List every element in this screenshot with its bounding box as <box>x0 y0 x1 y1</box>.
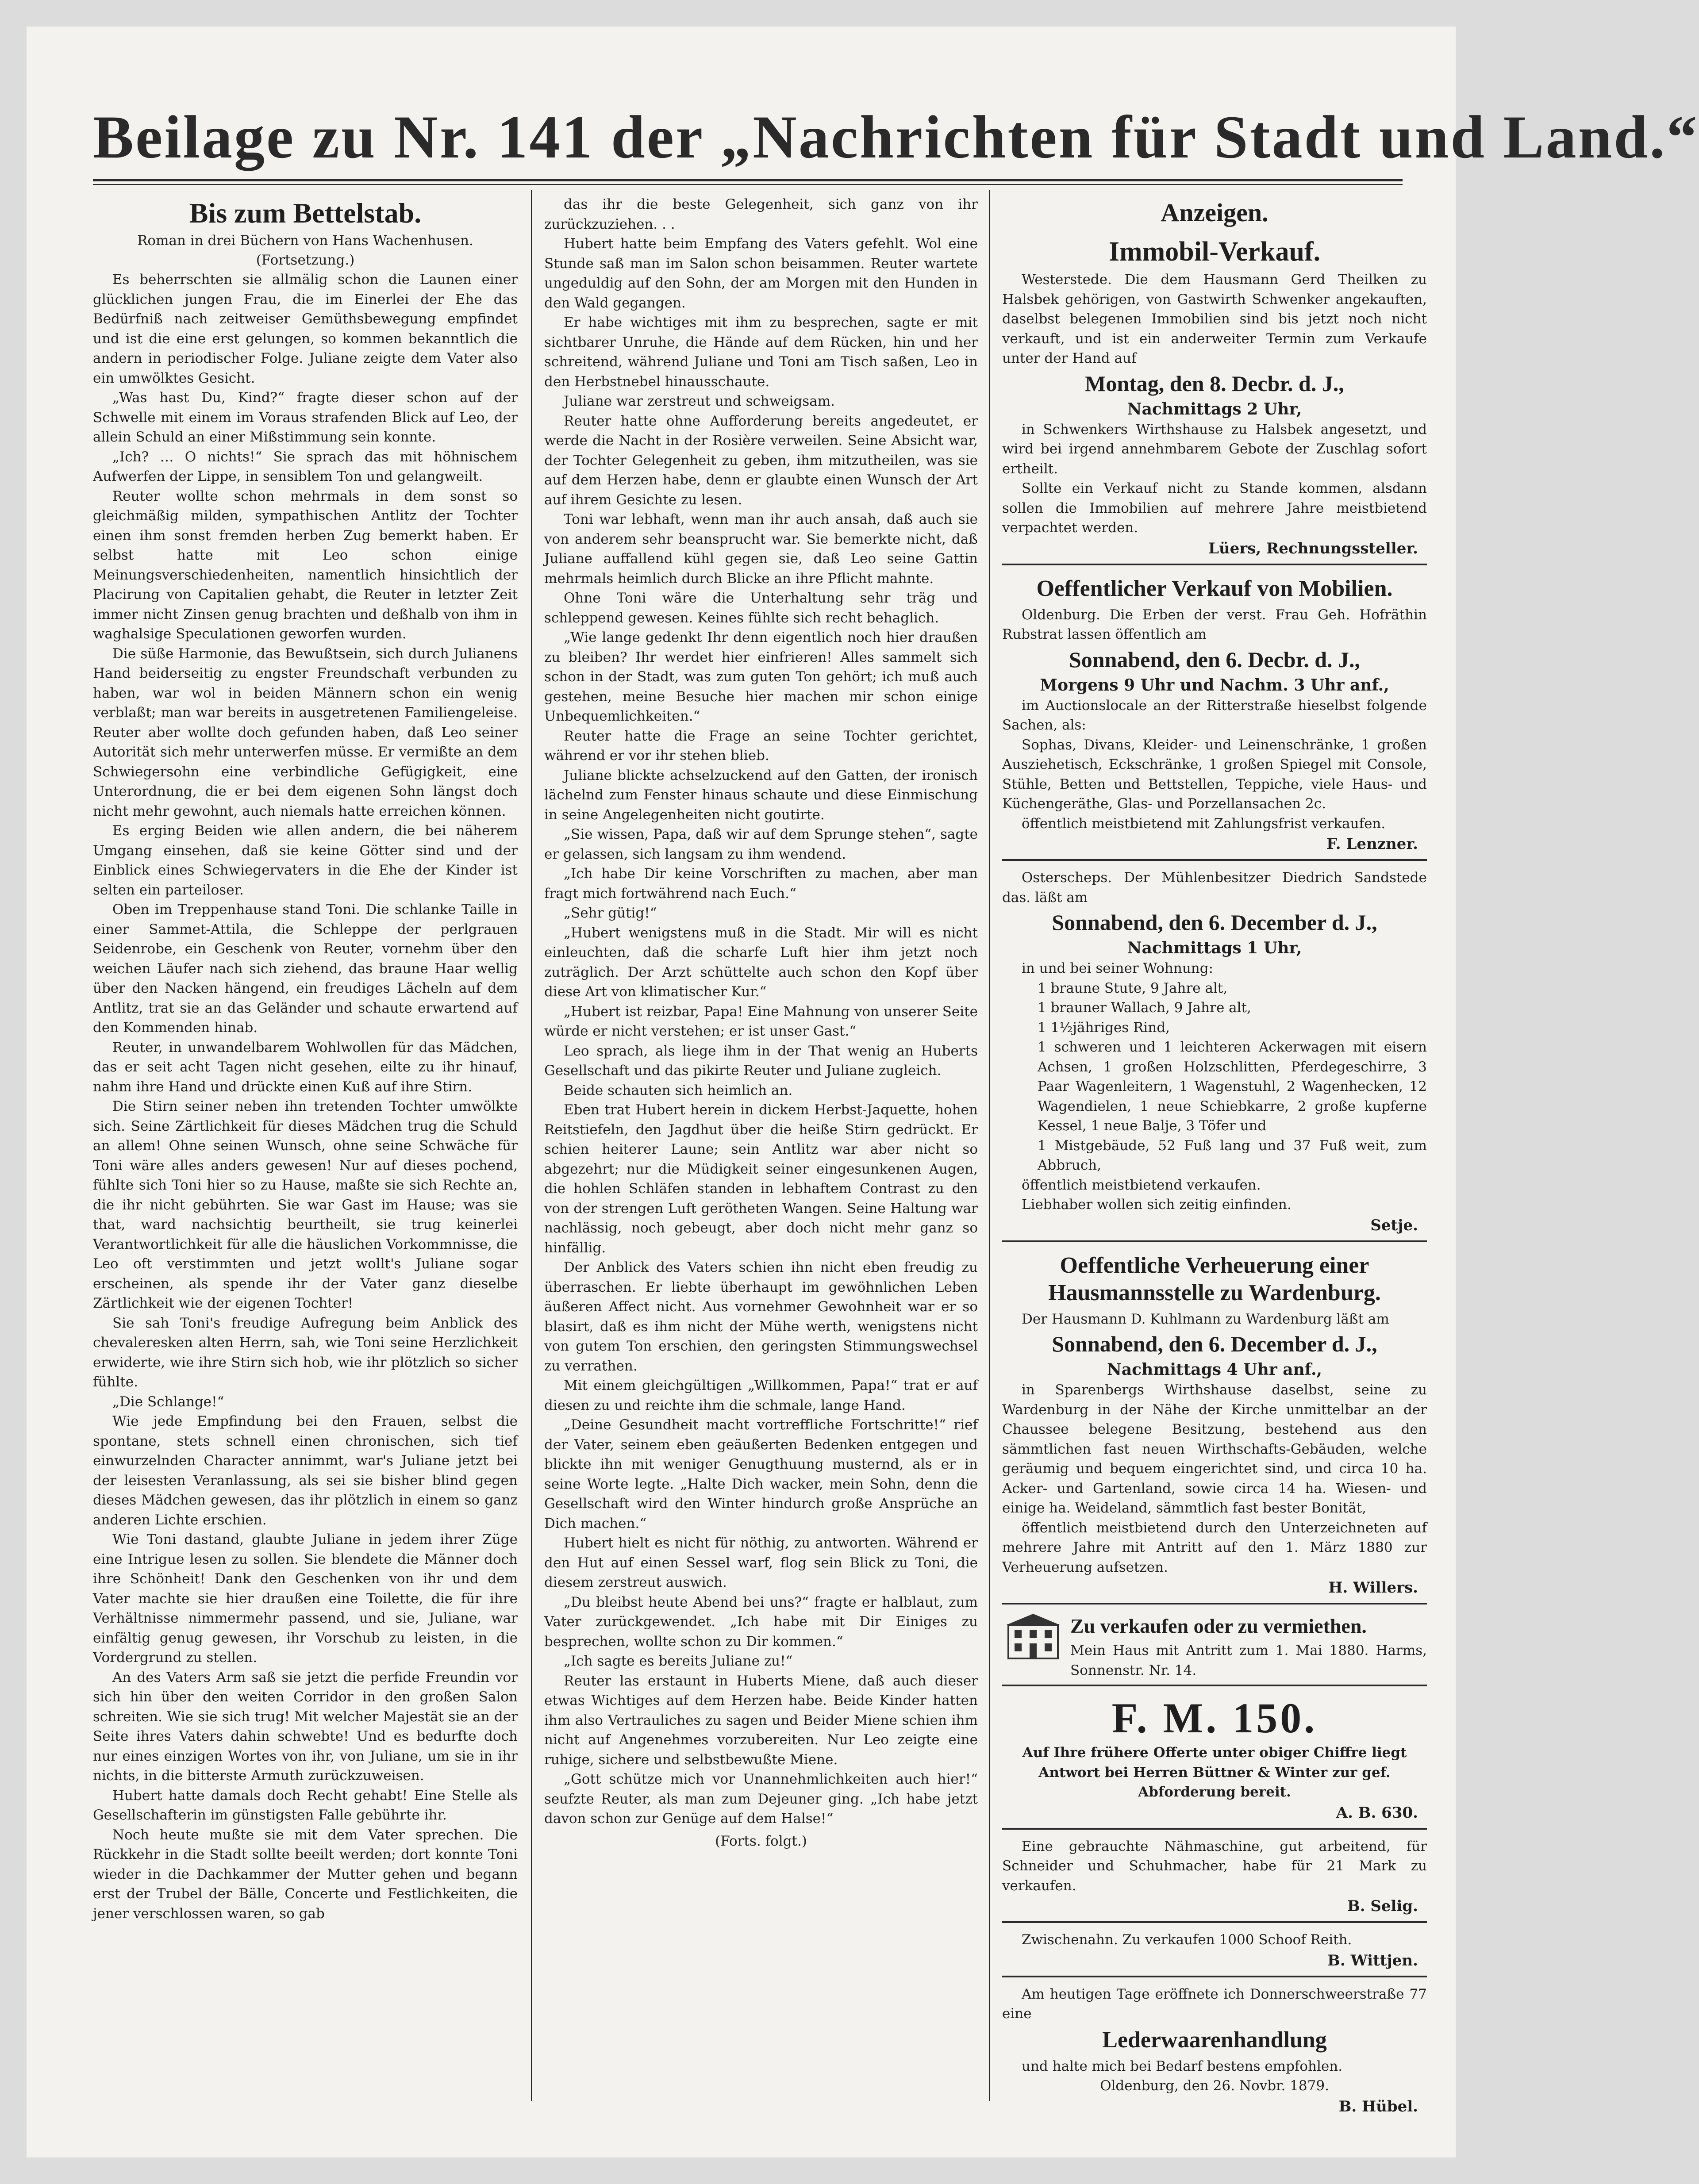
ad-body: in Sparenbergs Wirthshause daselbst, seine zu Wardenburg in der Nähe der Kirche unmittelbar an der Chaussee belegene Besitzung, bestehend aus den sämmtlichen fast neuen Wirthschafts-Gebäuden, welche geräumig und bequem eingerichtet sind, und circa 10 ha. Acker- und Gartenland, sowie circa 14 ha. Wiesen- und einige ha. Weideland, sämmtlich fast bester Bonität, <box>1002 1382 1427 1516</box>
story-paragraph: Leo sprach, als liege ihm in der That wenig an Huberts Gesellschaft und das pikirte Reuter und Juliane zugleich. <box>544 1043 978 1079</box>
story-paragraph: „Hubert ist reizbar, Papa! Eine Mahnung von unserer Seite würde er nicht verstehen; er ist unser Gast.“ <box>544 1003 978 1039</box>
ad-price: F. M. 150. <box>1111 1694 1318 1742</box>
story-continued: (Fortsetzung.) <box>256 252 355 268</box>
ad-body: Mein Haus mit Antritt zum 1. Mai 1880. Harms, Sonnenstr. Nr. 14. <box>1070 1643 1427 1678</box>
list-item: 1 braune Stute, 9 Jahre alt, <box>1038 980 1228 996</box>
story-paragraph: Juliane blickte achselzuckend auf den Gatten, der ironisch lächelnd zum Fenster hinaus schaute und diese Einmischung in seine Angelegenheiten nicht goutirte. <box>544 767 978 823</box>
story-paragraph: Reuter hatte ohne Aufforderung bereits angedeutet, er werde die Nacht in der Rosière verweilen. Seine Absicht war, der Tochter Gelegenheit zu geben, ihm mitzutheilen, was sie auf dem Herzen habe, denn er glaubte einen Wunsch der Art auf ihrem Gesichte zu lesen. <box>544 413 978 508</box>
ad-body: und halte mich bei Bedarf bestens empfohlen. <box>1022 2058 1343 2074</box>
ad-signature: F. Lenzner. <box>1326 835 1418 853</box>
story-paragraph: Hubert hatte damals doch Recht gehabt! Eine Stelle als Gesellschafterin im günstigsten Falle gebührte ihr. <box>93 1787 518 1823</box>
story-paragraph: „Ich? … O nichts!“ Sie sprach das mit höhnischem Aufwerfen der Lippe, in sensiblem Ton und gelangweilt. <box>93 449 518 484</box>
story-paragraph: Der Anblick des Vaters schien ihn nicht eben freudig zu überraschen. Er liebte überhaupt im gewöhnlichen Leben äußeren Affect nicht. Aus vornehmer Gewohnheit war er so blasirt, daß es ihm nicht der Mühe werth, wenigstens nicht von gutem Ton erschien, den geringsten Stimmungswechsel zu verrathen. <box>544 1259 978 1374</box>
ad-body: Sophas, Divans, Kleider- und Leinenschränke, 1 großen Ausziehetisch, Eckschränke, 1 großen Spiegel mit Console, Stühle, Betten und Bettstellen, Teppiche, viele Haus- und Küchengeräthe, Glas- und Porzellansachen 2c. <box>1002 737 1427 812</box>
ads-header: Anzeigen. <box>1161 198 1268 227</box>
story-subtitle: Roman in drei Büchern von Hans Wachenhusen. <box>137 233 473 249</box>
story-paragraph: Beide schauten sich heimlich an. <box>564 1082 793 1098</box>
story-paragraph: Juliane war zerstreut und schweigsam. <box>564 393 835 409</box>
ad-chiffre <box>1002 1691 1427 1830</box>
ad-item-list <box>1002 979 1427 1175</box>
ad-body: Oldenburg. Die Erben der verst. Frau Geh. Hofräthin Rubstrat lassen öffentlich am <box>1002 606 1427 642</box>
ad-mobilien <box>1002 570 1427 861</box>
ad-body: Eine gebrauchte Nähmaschine, gut arbeitend, für Schneider und Schuhmacher, habe für 21 Mark zu verkaufen. <box>1002 1838 1427 1894</box>
ad-naehmaschine <box>1002 1834 1427 1923</box>
story-paragraph: „Gott schütze mich vor Unannehmlichkeiten auch hier!“ seufzte Reuter, als man zum Dejeuner ging. „Ich habe jetzt davon schon zur Genüge auf dem Halse!“ <box>544 1771 978 1827</box>
ad-date: Oldenburg, den 26. Novbr. 1879. <box>1100 2078 1329 2094</box>
story-paragraph: Reuter hatte die Frage an seine Tochter gerichtet, während er vor ihr stehen blieb. <box>544 728 978 764</box>
ad-body: öffentlich meistbietend mit Zahlungsfrist verkaufen. <box>1022 815 1386 832</box>
story-paragraph: das ihr die beste Gelegenheit, sich ganz von ihr zurückzuziehen. . . <box>544 196 978 232</box>
story-paragraph: Er habe wichtiges mit ihm zu besprechen, sagte er mit sichtbarer Unruhe, die Hände auf dem Rücken, hin und her schreitend, während Juliane und Toni am Tisch saßen, Leo in den Herbstnebel hinausschaute. <box>544 315 978 390</box>
ad-body: öffentlich meistbietend durch den Unterzeichneten auf mehrere Jahre mit Antritt auf den 1. März 1880 zur Verheuerung aufsetzen. <box>1002 1520 1427 1575</box>
story-title: Bis zum Bettelstab. <box>189 197 422 229</box>
ad-immobil-verkauf <box>1002 231 1427 565</box>
ad-date: Sonnabend, den 6. Decbr. d. J., <box>1069 647 1361 672</box>
ad-body: Zwischenahn. Zu verkaufen 1000 Schoof Reith. <box>1022 1932 1352 1948</box>
ad-body: Liebhaber wollen sich zeitig einfinden. <box>1022 1197 1292 1213</box>
ad-time: Nachmittags 1 Uhr, <box>1127 939 1302 957</box>
column-rule-1 <box>531 190 532 2101</box>
ad-body: öffentlich meistbietend verkaufen. <box>1022 1177 1261 1193</box>
story-paragraph: Es erging Beiden wie allen andern, die bei näherem Umgang einsehen, daß sie keine Götter sind und der Einblick eines Schwiegervaters in die Ehe der Kinder ist selten ein parteiloser. <box>93 823 518 898</box>
ad-date: Sonnabend, den 6. December d. J., <box>1052 910 1377 935</box>
column-rule-2 <box>989 190 990 2101</box>
story-paragraph: Die süße Harmonie, das Bewußtsein, sich durch Julianens Hand beiderseitig zu engster Freundschaft verbunden zu haben, war wol in beiden Männern schon ein wenig verblaßt; man war bereits in ausgetretenen Familiengeleise. Reuter aber wollte doch gefunden haben, daß Leo seiner Autorität sich mehr unterwerfen müsse. Er vermißte an dem Schwiegersohn eine verbindliche Gefügigkeit, eine Unterordnung, die er bei dem eigenen Sohn längst doch nicht mehr gewohnt, auch niemals hatte erreichen können. <box>93 645 518 819</box>
ad-body: Osterscheps. Der Mühlenbesitzer Diedrich Sandstede das. läßt am <box>1002 870 1427 906</box>
story-paragraph: „Ich sagte es bereits Juliane zu!“ <box>564 1653 793 1669</box>
story-column-2 <box>544 195 978 2110</box>
ad-time: Nachmittags 2 Uhr, <box>1127 399 1302 418</box>
story-continuation: (Forts. folgt.) <box>715 1833 807 1849</box>
story-paragraph: Hubert hielt es nicht für nöthig, zu antworten. Während er den Hut auf einen Sessel warf, flog sein Blick zu Toni, die diesem zerstreut auswich. <box>544 1535 978 1590</box>
story-paragraph: Oben im Treppenhause stand Toni. Die schlanke Taille in einer Sammet-Attila, die Schleppe der perlgrauen Seidenrobe, ein Geschenk von Reuter, vornehm über den weichen Läufer nach sich ziehend, das braune Haar wellig über den Nacken hängend, ein freudiges Lächeln auf dem Antlitz, trat sie an das Geländer und schaute erwartend auf den Kommenden hinab. <box>93 902 518 1036</box>
story-paragraph: „Hubert wenigstens muß in die Stadt. Mir will es nicht einleuchten, daß die scharfe Luft hier ihm jetzt noch zuträglich. Der Arzt schüttelte auch schon den Kopf über diese Art von klimatischer Kur.“ <box>544 925 978 1000</box>
ad-body: Auf Ihre frühere Offerte unter obiger Chiffre liegt Antwort bei Herren Büttner & Winter zur gef. Abforderung bereit. <box>1022 1745 1407 1800</box>
ad-lederwaaren <box>1002 1982 1427 2122</box>
ad-body: Sollte ein Verkauf nicht zu Stande kommen, alsdann sollen die Immobilien auf mehrere Jahre meistbietend verpachtet werden. <box>1002 480 1427 536</box>
story-paragraph: Eben trat Hubert herein in dickem Herbst-Jaquette, hohen Reitstiefeln, den Jagdhut über die heiße Stirn gedrückt. Er schien heiterer Laune; sein Antlitz war aber nicht so abgezehrt; nur die Müdigkeit seiner eingesunkenen Augen, die hohlen Schläfen standen in lebhaftem Contrast zu den von der strengen Luft gerötheten Wangen. Seine Haltung war nachlässig, noch gebeugt, aber doch nicht mehr ganz so hinfällig. <box>544 1102 978 1256</box>
story-paragraph: Reuter, in unwandelbarem Wohlwollen für das Mädchen, das er seit acht Tagen nicht gesehen, eilte zu ihr hinauf, nahm ihre Hand und drückte einen Kuß auf ihre Stirn. <box>93 1039 518 1095</box>
ads-column <box>1002 195 1427 2115</box>
story-paragraph: Wie jede Empfindung bei den Frauen, selbst die spontane, stets schnell einen chronischen, sich tief einwurzelnden Character annimmt, war's Juliane jetzt bei der leisesten Veranlassung, als sei sie bisher blind gegen dieses Mädchen gewesen, das ihr plötzlich in einem so ganz anderen Lichte erschien. <box>93 1413 518 1528</box>
ad-title: Oeffentliche Verheuerung einer Hausmannsstelle zu Wardenburg. <box>1048 1252 1381 1305</box>
ad-haus <box>1002 1609 1427 1686</box>
list-item: 1 Mistgebäude, 52 Fuß lang und 37 Fuß weit, zum Abbruch, <box>1038 1137 1427 1173</box>
newspaper-page <box>27 27 1699 2157</box>
ad-title: Oeffentlicher Verkauf von Mobilien. <box>1036 576 1393 601</box>
ad-osterscheps <box>1002 865 1427 1242</box>
story-text-1 <box>93 270 518 1923</box>
story-paragraph: „Wie lange gedenkt Ihr denn eigentlich noch hier draußen zu bleiben? Ihr werdet hier einfrieren! Alles sammelt sich schon in der Stadt, was zum guten Ton gehört; ich muß auch gestehen, meine Besuche hier machen mir schon einige Unbequemlichkeiten.“ <box>544 629 978 724</box>
story-paragraph: Ohne Toni wäre die Unterhaltung sehr träg und schleppend gewesen. Keines fühlte sich recht behaglich. <box>544 590 978 626</box>
story-column-1 <box>93 195 518 2110</box>
story-paragraph: Reuter las erstaunt in Huberts Miene, daß auch dieser etwas Wichtiges auf dem Herzen habe. Beide Kinder hatten ihm also Vertrauliches zu sagen und Beider Miene schien ihm nicht auf Angenehmes vorzubereiten. Nur Leo zeigte eine ruhige, sichere und selbstbewußte Miene. <box>544 1673 978 1768</box>
list-item: 1 brauner Wallach, 9 Jahre alt, <box>1038 1000 1251 1016</box>
story-paragraph: „Sehr gütig!“ <box>564 905 657 921</box>
story-paragraph: An des Vaters Arm saß sie jetzt die perfide Freundin vor sich hin über den weiten Corridor in den großen Salon schreiten. Wie sie sich trug! Mit welcher Majestät sie an der Seite ihres Vaters dahin schwebte! Und es bedurfte doch nur eines einzigen Wortes von ihr, von Juliane, um sie in ihr nichts, in die bitterste Armuth zurückzuweisen. <box>93 1669 518 1784</box>
story-paragraph: „Deine Gesundheit macht vortreffliche Fortschritte!“ rief der Vater, seinem eben geäußerten Bedenken entgegen und blickte ihn mit weniger Genugthuung musternd, als er in seine Worte legte. „Halte Dich wacker, mein Sohn, denn die Gesellschaft wird den Winter hindurch große Ansprüche an Dich machen.“ <box>544 1417 978 1531</box>
ad-date: Montag, den 8. Decbr. d. J., <box>1085 371 1344 396</box>
ad-date: Sonnabend, den 6. December d. J., <box>1052 1332 1377 1356</box>
ad-reith <box>1002 1927 1427 1977</box>
story-paragraph: „Die Schlange!“ <box>112 1393 224 1410</box>
ad-body: in Schwenkers Wirthshause zu Halsbek angesetzt, und wird bei irgend annehmbarem Gebote der Zuschlag sofort ertheilt. <box>1002 421 1427 477</box>
story-paragraph: Die Stirn seiner neben ihn tretenden Tochter umwölkte sich. Seine Zärtlichkeit für dieses Mädchen trug die Schuld an allem! Ohne seinen Wunsch, ohne seine Schwäche für Toni wäre alles anders gewesen! Nur auf dieses pochend, fühlte sich Toni hier so zu Hause, maßte sie sich Rechte an, die ihr nicht gebührten. Sie war Gast im Hause; was sie that, ward nachsichtig beurtheilt, sie trug keinerlei Verantwortlichkeit für alle die häuslichen Vorkommnisse, die Leo oft verstimmten und jetzt wollt's Juliane sogar erscheinen, als spende ihr der Vater ganz dieselbe Zärtlichkeit wie der eigenen Tochter! <box>93 1098 518 1311</box>
story-paragraph: „Du bleibst heute Abend bei uns?“ fragte er halblaut, zum Vater zurückgewendet. „Ich habe mit Dir Einiges zu besprechen, wollte schon zu Dir kommen.“ <box>544 1594 978 1650</box>
story-paragraph: Mit einem gleichgültigen „Willkommen, Papa!“ trat er auf diesen zu und reichte ihm die schmale, lange Hand. <box>544 1378 978 1413</box>
list-item: 1 1½jähriges Rind, <box>1038 1019 1170 1036</box>
ad-body: in und bei seiner Wohnung: <box>1022 960 1214 976</box>
masthead-rule <box>93 179 1403 181</box>
ad-house-text <box>1070 1612 1427 1680</box>
story-paragraph: Noch heute mußte sie mit dem Vater sprechen. Die Rückkehr in die Stadt sollte beeilt werden; dort konnte Toni wieder in die Dachkammer der Mutter gehen und begann erst der Trubel der Bälle, Concerte und Festlichkeiten, die jener verschlossen waren, so gab <box>93 1827 518 1922</box>
story-paragraph: „Was hast Du, Kind?“ fragte dieser schon auf der Schwelle mit einem im Voraus strafenden Blick auf Leo, der allein Schuld an einer Mißstimmung sein konnte. <box>93 390 518 445</box>
ad-body: im Auctionslocale an der Ritterstraße hieselbst folgende Sachen, als: <box>1002 697 1427 733</box>
story-paragraph: Es beherrschten sie allmälig schon die Launen einer glücklichen jungen Frau, die im Einerlei der Ehe das Bedürfniß nach zeitweiser Gemüthsbewegung empfindet und ist die eine erst gelungen, so kommen bekanntlich die andern in periodischer Folge. Juliane zeigte dem Vater also ein umwölktes Gesicht. <box>93 272 518 386</box>
ad-house-block <box>1002 1612 1427 1680</box>
ad-title: Immobil-Verkauf. <box>1108 237 1321 267</box>
ad-title: Zu verkaufen oder zu vermiethen. <box>1070 1615 1367 1637</box>
ad-signature: H. Willers. <box>1328 1579 1418 1597</box>
ad-title: Lederwaarenhandlung <box>1102 2027 1327 2053</box>
list-item: 1 schweren und 1 leichteren Ackerwagen mit eisern Achsen, 1 großen Holzschlitten, Pferdegeschirre, 3 Paar Wagenleitern, 1 Wagenstuhl, 2 Wagenhecken, 12 Wagendielen, 1 neue Schiebkarre, 2 große kupferne Kessel, 1 neue Balje, 3 Töfer und <box>1038 1039 1427 1134</box>
story-paragraph: Reuter wollte schon mehrmals in dem sonst so gleichmäßig milden, sympathischen Antlitz der Tochter einen ihm sonst fremden herben Zug bemerkt haben. Er selbst hatte mit Leo schon einige Meinungsverschiedenheiten, namentlich hinsichtlich der Placirung von Capitalien gehabt, die Reuter in letzter Zeit immer nicht Zinsen genug brachten und deßhalb von ihm in waghalsige Speculationen geworfen wurden. <box>93 488 518 642</box>
story-paragraph: „Sie wissen, Papa, daß wir auf dem Sprunge stehen“, sagte er gelassen, sich langsam zu ihm wendend. <box>544 826 978 862</box>
ad-time: Morgens 9 Uhr und Nachm. 3 Uhr anf., <box>1040 676 1389 695</box>
ad-body: Der Hausmann D. Kuhlmann zu Wardenburg läßt am <box>1022 1311 1389 1327</box>
story-paragraph: Toni war lebhaft, wenn man ihr auch ansah, daß auch sie von anderem sehr beansprucht war. Sie bemerkte nicht, daß Juliane auffallend kühl gegen sie, daß Leo seine Gattin mehrmals heimlich durch Blicke an ihre Pflicht mahnte. <box>544 511 978 587</box>
masthead-rule-thin <box>93 184 1403 185</box>
story-text-2 <box>544 195 978 1829</box>
ad-signature: B. Selig. <box>1347 1897 1418 1915</box>
story-paragraph: Hubert hatte beim Empfang des Vaters gefehlt. Wol eine Stunde saß man im Salon schon beisammen. Reuter wartete ungeduldig auf den Sohn, der am Morgen mit den Hunden in den Wald gegangen. <box>544 236 978 311</box>
ad-body: Westerstede. Die dem Hausmann Gerd Theilken zu Halsbek gehörigen, von Gastwirth Schwenker angekauften, daselbst belegenen Immobilien sind bis jetzt noch nicht verkauft, und ist ein anderweiter Termin zum Verkaufe unter der Hand auf <box>1002 272 1427 366</box>
ad-body: Am heutigen Tage eröffnete ich Donnerschweerstraße 77 eine <box>1002 1986 1427 2022</box>
story-paragraph: Wie Toni dastand, glaubte Juliane in jedem ihrer Züge eine Intrigue lesen zu sollen. Sie blendete die Männer doch ihre Schönheit! Dank den Geschenken von ihr und dem Vater machte sie hier draußen eine Toilette, die für ihre Verhältnisse nimmermehr passend, und sie, Juliane, war einfältig genug gewesen, ihr Vorschub zu leisten, in die Vordergrund zu stellen. <box>93 1531 518 1666</box>
ad-signature: Setje. <box>1370 1216 1418 1234</box>
masthead: Beilage zu Nr. 141 der „Nachrichten für Stadt und Land.“ <box>93 103 1699 171</box>
ad-signature: Lüers, Rechnungssteller. <box>1208 539 1418 557</box>
story-paragraph: „Ich habe Dir keine Vorschriften zu machen, aber man fragt mich fortwährend nach Euch.“ <box>544 866 978 902</box>
story-paragraph: Sie sah Toni's freudige Aufregung beim Anblick des chevaleresken alten Herrn, sah, wie Toni seine Herzlichkeit erwiderte, wie ihre Stirn sich hob, wie ihr plötzlich so sicher fühlte. <box>93 1315 518 1390</box>
ad-signature: A. B. 630. <box>1336 1804 1418 1822</box>
ad-verheuerung <box>1002 1247 1427 1605</box>
ad-signature: B. Wittjen. <box>1327 1951 1418 1969</box>
house-icon <box>1002 1612 1064 1660</box>
ad-time: Nachmittags 4 Uhr anf., <box>1107 1360 1322 1379</box>
ad-signature: B. Hübel. <box>1338 2097 1418 2115</box>
